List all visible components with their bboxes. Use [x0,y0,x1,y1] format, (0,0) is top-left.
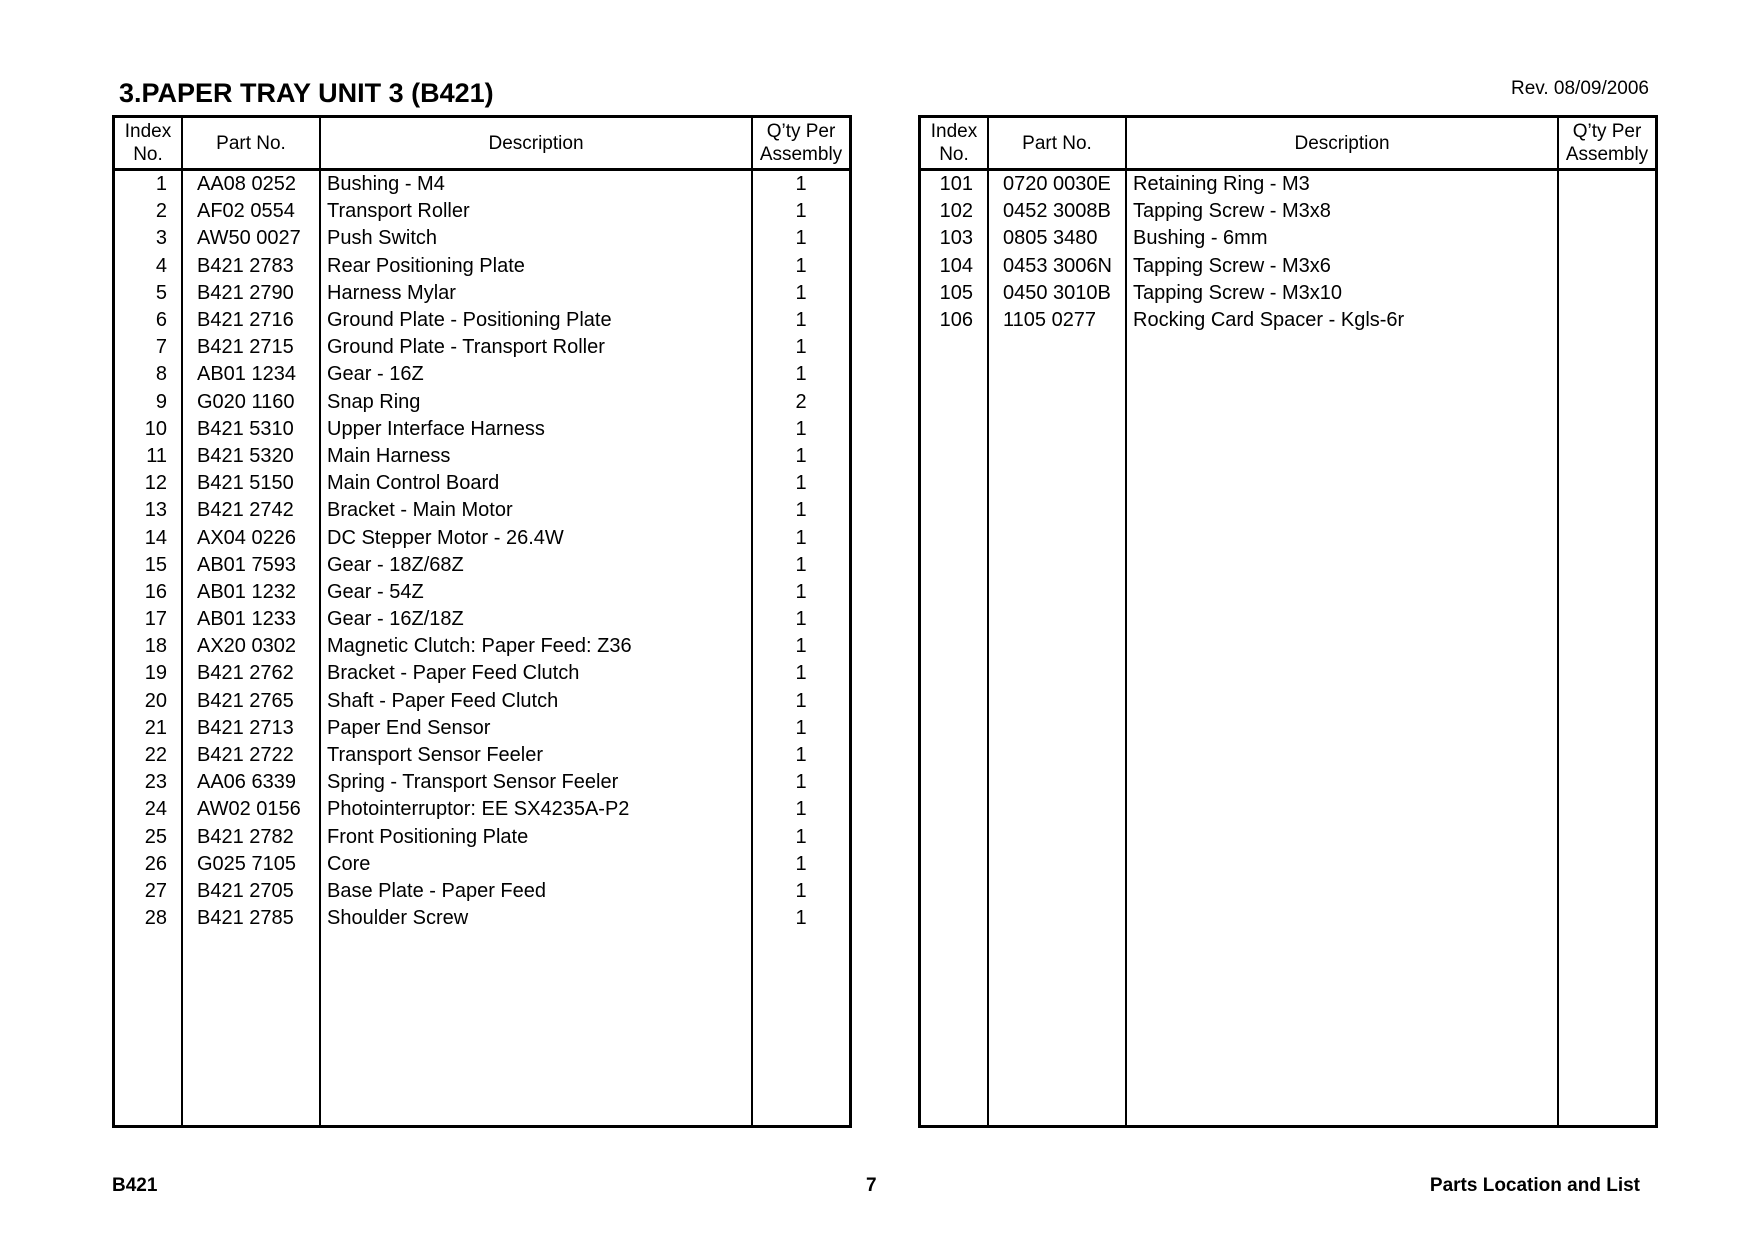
parts-table-left [112,115,852,1128]
quantity-cell: 1 [752,198,851,225]
index-cell: 6 [114,307,183,334]
index-cell: 28 [114,905,183,932]
description-cell: Push Switch [320,225,752,252]
part-number-cell: 0805 3480 [988,225,1126,252]
quantity-cell: 1 [752,660,851,687]
part-number-cell: AB01 1233 [182,606,320,633]
part-number-cell: AB01 1234 [182,361,320,388]
table-row [114,361,851,388]
quantity-cell: 1 [752,552,851,579]
table-row [114,688,851,715]
index-cell: 18 [114,633,183,660]
description-cell: Tapping Screw - M3x10 [1126,280,1558,307]
quantity-cell: 1 [752,633,851,660]
table-row [114,905,851,932]
description-cell: Spring - Transport Sensor Feeler [320,769,752,796]
description-cell: Gear - 54Z [320,579,752,606]
column-header-qty: Q’ty Per Assembly [1558,117,1657,170]
quantity-cell [1558,198,1657,225]
index-cell: 8 [114,361,183,388]
description-cell: Bushing - 6mm [1126,225,1558,252]
table-row [114,470,851,497]
description-cell: Tapping Screw - M3x6 [1126,253,1558,280]
table-row [920,307,1657,334]
description-cell: Bracket - Main Motor [320,497,752,524]
table-row [114,660,851,687]
index-cell: 26 [114,851,183,878]
part-number-cell: B421 2705 [182,878,320,905]
quantity-cell: 1 [752,742,851,769]
description-cell: Front Positioning Plate [320,824,752,851]
part-number-cell: AW50 0027 [182,225,320,252]
index-cell: 16 [114,579,183,606]
index-cell: 104 [920,253,989,280]
index-cell: 20 [114,688,183,715]
index-cell: 5 [114,280,183,307]
quantity-cell: 1 [752,416,851,443]
table-row [920,198,1657,225]
table-filler-row [114,932,851,1126]
part-number-cell: AW02 0156 [182,796,320,823]
part-number-cell: 0452 3008B [988,198,1126,225]
table-row [114,389,851,416]
quantity-cell: 1 [752,715,851,742]
part-number-cell: B421 2782 [182,824,320,851]
index-cell: 12 [114,470,183,497]
table-row [114,524,851,551]
index-cell: 4 [114,253,183,280]
index-cell: 22 [114,742,183,769]
description-cell: Shaft - Paper Feed Clutch [320,688,752,715]
parts-table-left-body [114,170,851,1127]
column-header-part-no: Part No. [988,117,1126,170]
part-number-cell: G025 7105 [182,851,320,878]
parts-table-right [918,115,1658,1128]
part-number-cell: 0453 3006N [988,253,1126,280]
table-row [114,552,851,579]
description-cell: Upper Interface Harness [320,416,752,443]
part-number-cell: AA08 0252 [182,170,320,199]
table-row [114,606,851,633]
table-row [114,334,851,361]
table-row [114,796,851,823]
empty-cell [988,334,1126,1126]
footer-model: B421 [112,1175,158,1196]
empty-cell [182,932,320,1126]
revision-date: Rev. 08/09/2006 [1510,78,1649,99]
column-header-description: Description [320,117,752,170]
index-cell: 1 [114,170,183,199]
part-number-cell: 0720 0030E [988,170,1126,199]
quantity-cell: 1 [752,497,851,524]
description-cell: Base Plate - Paper Feed [320,878,752,905]
part-number-cell: AB01 7593 [182,552,320,579]
page-title: 3.PAPER TRAY UNIT 3 (B421) [119,78,494,108]
table-row [114,715,851,742]
index-cell: 3 [114,225,183,252]
description-cell: Main Harness [320,443,752,470]
quantity-cell: 1 [752,905,851,932]
index-cell: 15 [114,552,183,579]
empty-cell [920,334,989,1126]
table-row [920,253,1657,280]
index-cell: 105 [920,280,989,307]
quantity-cell: 1 [752,769,851,796]
index-cell: 21 [114,715,183,742]
description-cell: Rocking Card Spacer - Kgls-6r [1126,307,1558,334]
description-cell: DC Stepper Motor - 26.4W [320,524,752,551]
quantity-cell [1558,307,1657,334]
quantity-cell: 1 [752,253,851,280]
part-number-cell: AB01 1232 [182,579,320,606]
footer-page-number: 7 [866,1175,877,1196]
table-row [114,579,851,606]
description-cell: Tapping Screw - M3x8 [1126,198,1558,225]
table-row [920,225,1657,252]
part-number-cell: AF02 0554 [182,198,320,225]
description-cell: Ground Plate - Transport Roller [320,334,752,361]
description-cell: Main Control Board [320,470,752,497]
part-number-cell: B421 5310 [182,416,320,443]
index-cell: 106 [920,307,989,334]
part-number-cell: B421 2742 [182,497,320,524]
description-cell: Retaining Ring - M3 [1126,170,1558,199]
table-row [114,497,851,524]
empty-cell [320,932,752,1126]
description-cell: Transport Sensor Feeler [320,742,752,769]
empty-cell [1558,334,1657,1126]
quantity-cell: 1 [752,280,851,307]
quantity-cell: 2 [752,389,851,416]
table-row [114,170,851,199]
quantity-cell [1558,253,1657,280]
part-number-cell: B421 2790 [182,280,320,307]
description-cell: Gear - 16Z/18Z [320,606,752,633]
quantity-cell: 1 [752,851,851,878]
part-number-cell: B421 2713 [182,715,320,742]
part-number-cell: B421 2716 [182,307,320,334]
index-cell: 10 [114,416,183,443]
part-number-cell: 0450 3010B [988,280,1126,307]
quantity-cell: 1 [752,470,851,497]
empty-cell [1126,334,1558,1126]
parts-table-right-body [920,170,1657,1127]
quantity-cell: 1 [752,796,851,823]
index-cell: 13 [114,497,183,524]
quantity-cell [1558,280,1657,307]
description-cell: Rear Positioning Plate [320,253,752,280]
index-cell: 2 [114,198,183,225]
quantity-cell: 1 [752,524,851,551]
quantity-cell: 1 [752,361,851,388]
quantity-cell: 1 [752,606,851,633]
footer-section: Parts Location and List [1429,1175,1640,1196]
part-number-cell: B421 5150 [182,470,320,497]
empty-cell [114,932,183,1126]
column-header-description: Description [1126,117,1558,170]
column-header-qty: Q’ty Per Assembly [752,117,851,170]
quantity-cell: 1 [752,307,851,334]
index-cell: 24 [114,796,183,823]
part-number-cell: B421 2715 [182,334,320,361]
table-row [920,170,1657,199]
index-cell: 27 [114,878,183,905]
part-number-cell: B421 2785 [182,905,320,932]
quantity-cell: 1 [752,443,851,470]
description-cell: Magnetic Clutch: Paper Feed: Z36 [320,633,752,660]
table-row [114,307,851,334]
index-cell: 7 [114,334,183,361]
index-cell: 9 [114,389,183,416]
table-row [114,878,851,905]
index-cell: 101 [920,170,989,199]
part-number-cell: B421 2762 [182,660,320,687]
part-number-cell: AA06 6339 [182,769,320,796]
table-row [114,851,851,878]
column-header-index: Index No. [920,117,989,170]
table-row [114,225,851,252]
table-row [114,769,851,796]
description-cell: Shoulder Screw [320,905,752,932]
table-row [114,824,851,851]
part-number-cell: AX20 0302 [182,633,320,660]
table-row [920,280,1657,307]
index-cell: 103 [920,225,989,252]
quantity-cell: 1 [752,170,851,199]
description-cell: Bushing - M4 [320,170,752,199]
index-cell: 11 [114,443,183,470]
index-cell: 17 [114,606,183,633]
quantity-cell: 1 [752,225,851,252]
part-number-cell: G020 1160 [182,389,320,416]
index-cell: 25 [114,824,183,851]
quantity-cell: 1 [752,579,851,606]
table-row [114,280,851,307]
part-number-cell: B421 2783 [182,253,320,280]
quantity-cell: 1 [752,334,851,361]
description-cell: Snap Ring [320,389,752,416]
description-cell: Harness Mylar [320,280,752,307]
table-row [114,742,851,769]
description-cell: Gear - 16Z [320,361,752,388]
table-row [114,198,851,225]
description-cell: Gear - 18Z/68Z [320,552,752,579]
table-row [114,443,851,470]
column-header-index: Index No. [114,117,183,170]
quantity-cell: 1 [752,688,851,715]
description-cell: Bracket - Paper Feed Clutch [320,660,752,687]
part-number-cell: 1105 0277 [988,307,1126,334]
table-row [114,253,851,280]
description-cell: Transport Roller [320,198,752,225]
part-number-cell: B421 5320 [182,443,320,470]
empty-cell [752,932,851,1126]
description-cell: Ground Plate - Positioning Plate [320,307,752,334]
index-cell: 19 [114,660,183,687]
quantity-cell: 1 [752,878,851,905]
quantity-cell [1558,225,1657,252]
table-row [114,416,851,443]
part-number-cell: AX04 0226 [182,524,320,551]
description-cell: Paper End Sensor [320,715,752,742]
description-cell: Core [320,851,752,878]
table-filler-row [920,334,1657,1126]
part-number-cell: B421 2765 [182,688,320,715]
quantity-cell [1558,170,1657,199]
index-cell: 102 [920,198,989,225]
index-cell: 14 [114,524,183,551]
description-cell: Photointerruptor: EE SX4235A-P2 [320,796,752,823]
table-row [114,633,851,660]
column-header-part-no: Part No. [182,117,320,170]
part-number-cell: B421 2722 [182,742,320,769]
quantity-cell: 1 [752,824,851,851]
index-cell: 23 [114,769,183,796]
